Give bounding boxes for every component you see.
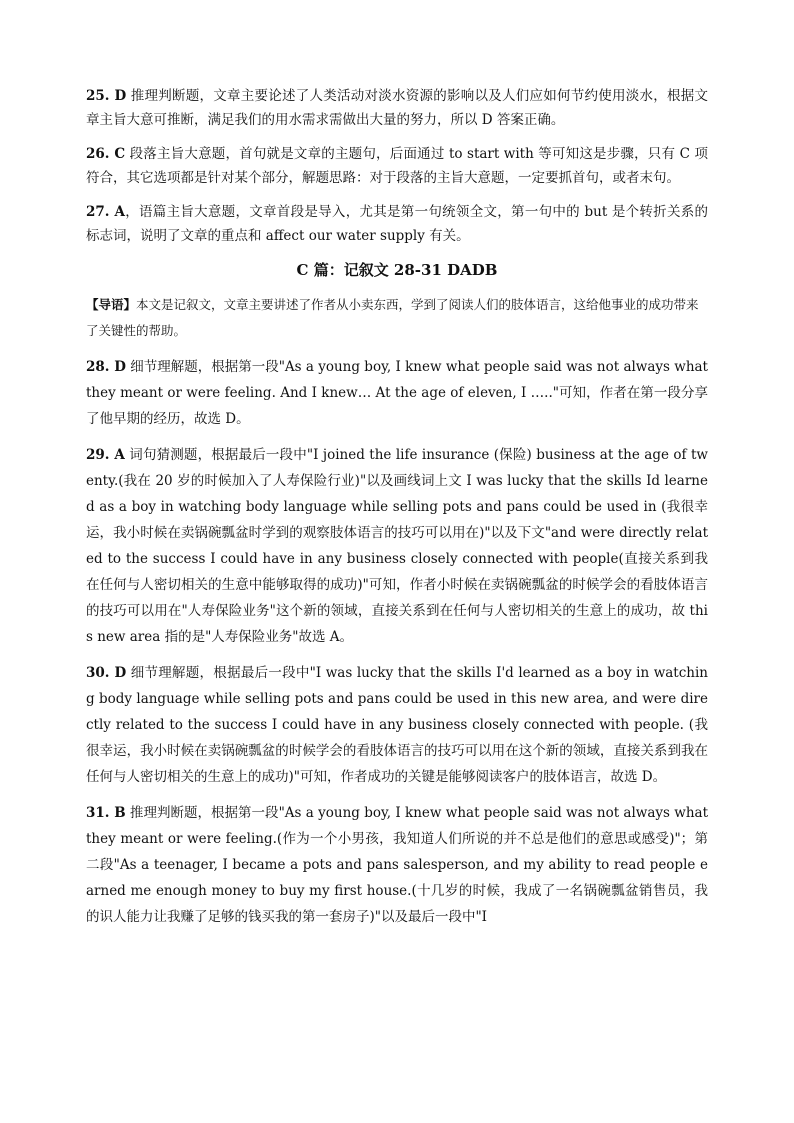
question-number: 25. D (86, 88, 127, 104)
answer-27 (86, 200, 708, 248)
answer-explanation: ，语篇主旨大意题，文章首段是导入，尤其是第一句统领全文，第一句中的 but 是个转折关系的标志词，说明了文章的重点和 affect our water supply 有关。 (86, 204, 709, 244)
question-number: 26. C (86, 146, 126, 162)
answer-explanation: 细节理解题，根据最后一段中"I was lucky that the skills I'd learned as a boy in watching body language while selling pots and pans could be used in this new area, and were directly related to the success I could have in any business closely connected with people. (我很幸运，我小时候在卖锅碗瓢盆的时候学会的看肢体语言的技巧可以用在这个新的领域，直接关系到我在任何与人密切相关的生意上的成功)"可知，作者成功的关键是能够阅读客户的肢体语言，故选 D。 (86, 665, 709, 785)
question-number: 28. D (86, 359, 126, 375)
guide-paragraph (86, 292, 708, 344)
answer-explanation: 细节理解题，根据第一段"As a young boy, I knew what people said was not always what they meant or were feeling. And I knew… At the age of eleven, I ….."可知，作者在第一段分享了他早期的经历，故选 D。 (86, 359, 708, 427)
answer-29 (86, 442, 708, 650)
answer-30 (86, 660, 708, 790)
answer-explanation: 段落主旨大意题，首句就是文章的主题句，后面通过 to start with 等可知这是步骤，只有 C 项符合，其它选项都是针对某个部分，解题思路：对于段落的主旨大意题，一定要抓首句，或者末句。 (86, 146, 708, 186)
guide-text: 本文是记叙文，文章主要讲述了作者从小卖东西，学到了阅读人们的肢体语言，这给他事业的成功带来了关键性的帮助。 (86, 297, 699, 338)
guide-tag: 【导语】 (86, 297, 137, 312)
answer-explanation: 推理判断题，文章主要论述了人类活动对淡水资源的影响以及人们应如何节约使用淡水，根据文章主旨大意可推断，满足我们的用水需求需做出大量的努力，所以 D 答案正确。 (86, 88, 708, 128)
question-number: 29. A (86, 447, 125, 463)
answer-25 (86, 84, 708, 132)
document-page (86, 84, 708, 940)
answer-28 (86, 354, 708, 432)
question-number: 31. B (86, 805, 126, 821)
answer-explanation: 词句猜测题，根据最后一段中"I joined the life insurance (保险) business at the age of twenty.(我在 20 岁的时候加入了人寿保险行业)"以及画线词上文 I was lucky that the skills Id learned as a boy in watching body language while selling pots and pans could be used in (我很幸运，我小时候在卖锅碗瓢盆时学到的观察肢体语言的技巧可以用在)"以及下文"and were directly related to the success I could have in any business closely connected with people(直接关系到我在任何与人密切相关的生意中能够取得的成功)"可知，作者小时候在卖锅碗瓢盆的时候学会的看肢体语言的技巧可以用在"人寿保险业务"这个新的领域，直接关系到在任何与人密切相关的生意上的成功，故 this new area 指的是"人寿保险业务"故选 A。 (86, 447, 708, 645)
section-title: C 篇：记叙文 28-31 DADB (296, 261, 498, 279)
answer-26 (86, 142, 708, 190)
question-number: 27. A (86, 204, 125, 220)
answer-explanation: 推理判断题，根据第一段"As a young boy, I knew what people said was not always what they meant or were feeling.(作为一个小男孩，我知道人们所说的并不总是他们的意思或感受)"；第二段"As a teenager, I became a pots and pans salesperson, and my ability to read people earned me enough money to buy my first house.(十几岁的时候，我成了一名锅碗瓢盆销售员，我的识人能力让我赚了足够的钱买我的第一套房子)"以及最后一段中"I (86, 805, 708, 925)
answer-31 (86, 800, 708, 930)
question-number: 30. D (86, 665, 127, 681)
